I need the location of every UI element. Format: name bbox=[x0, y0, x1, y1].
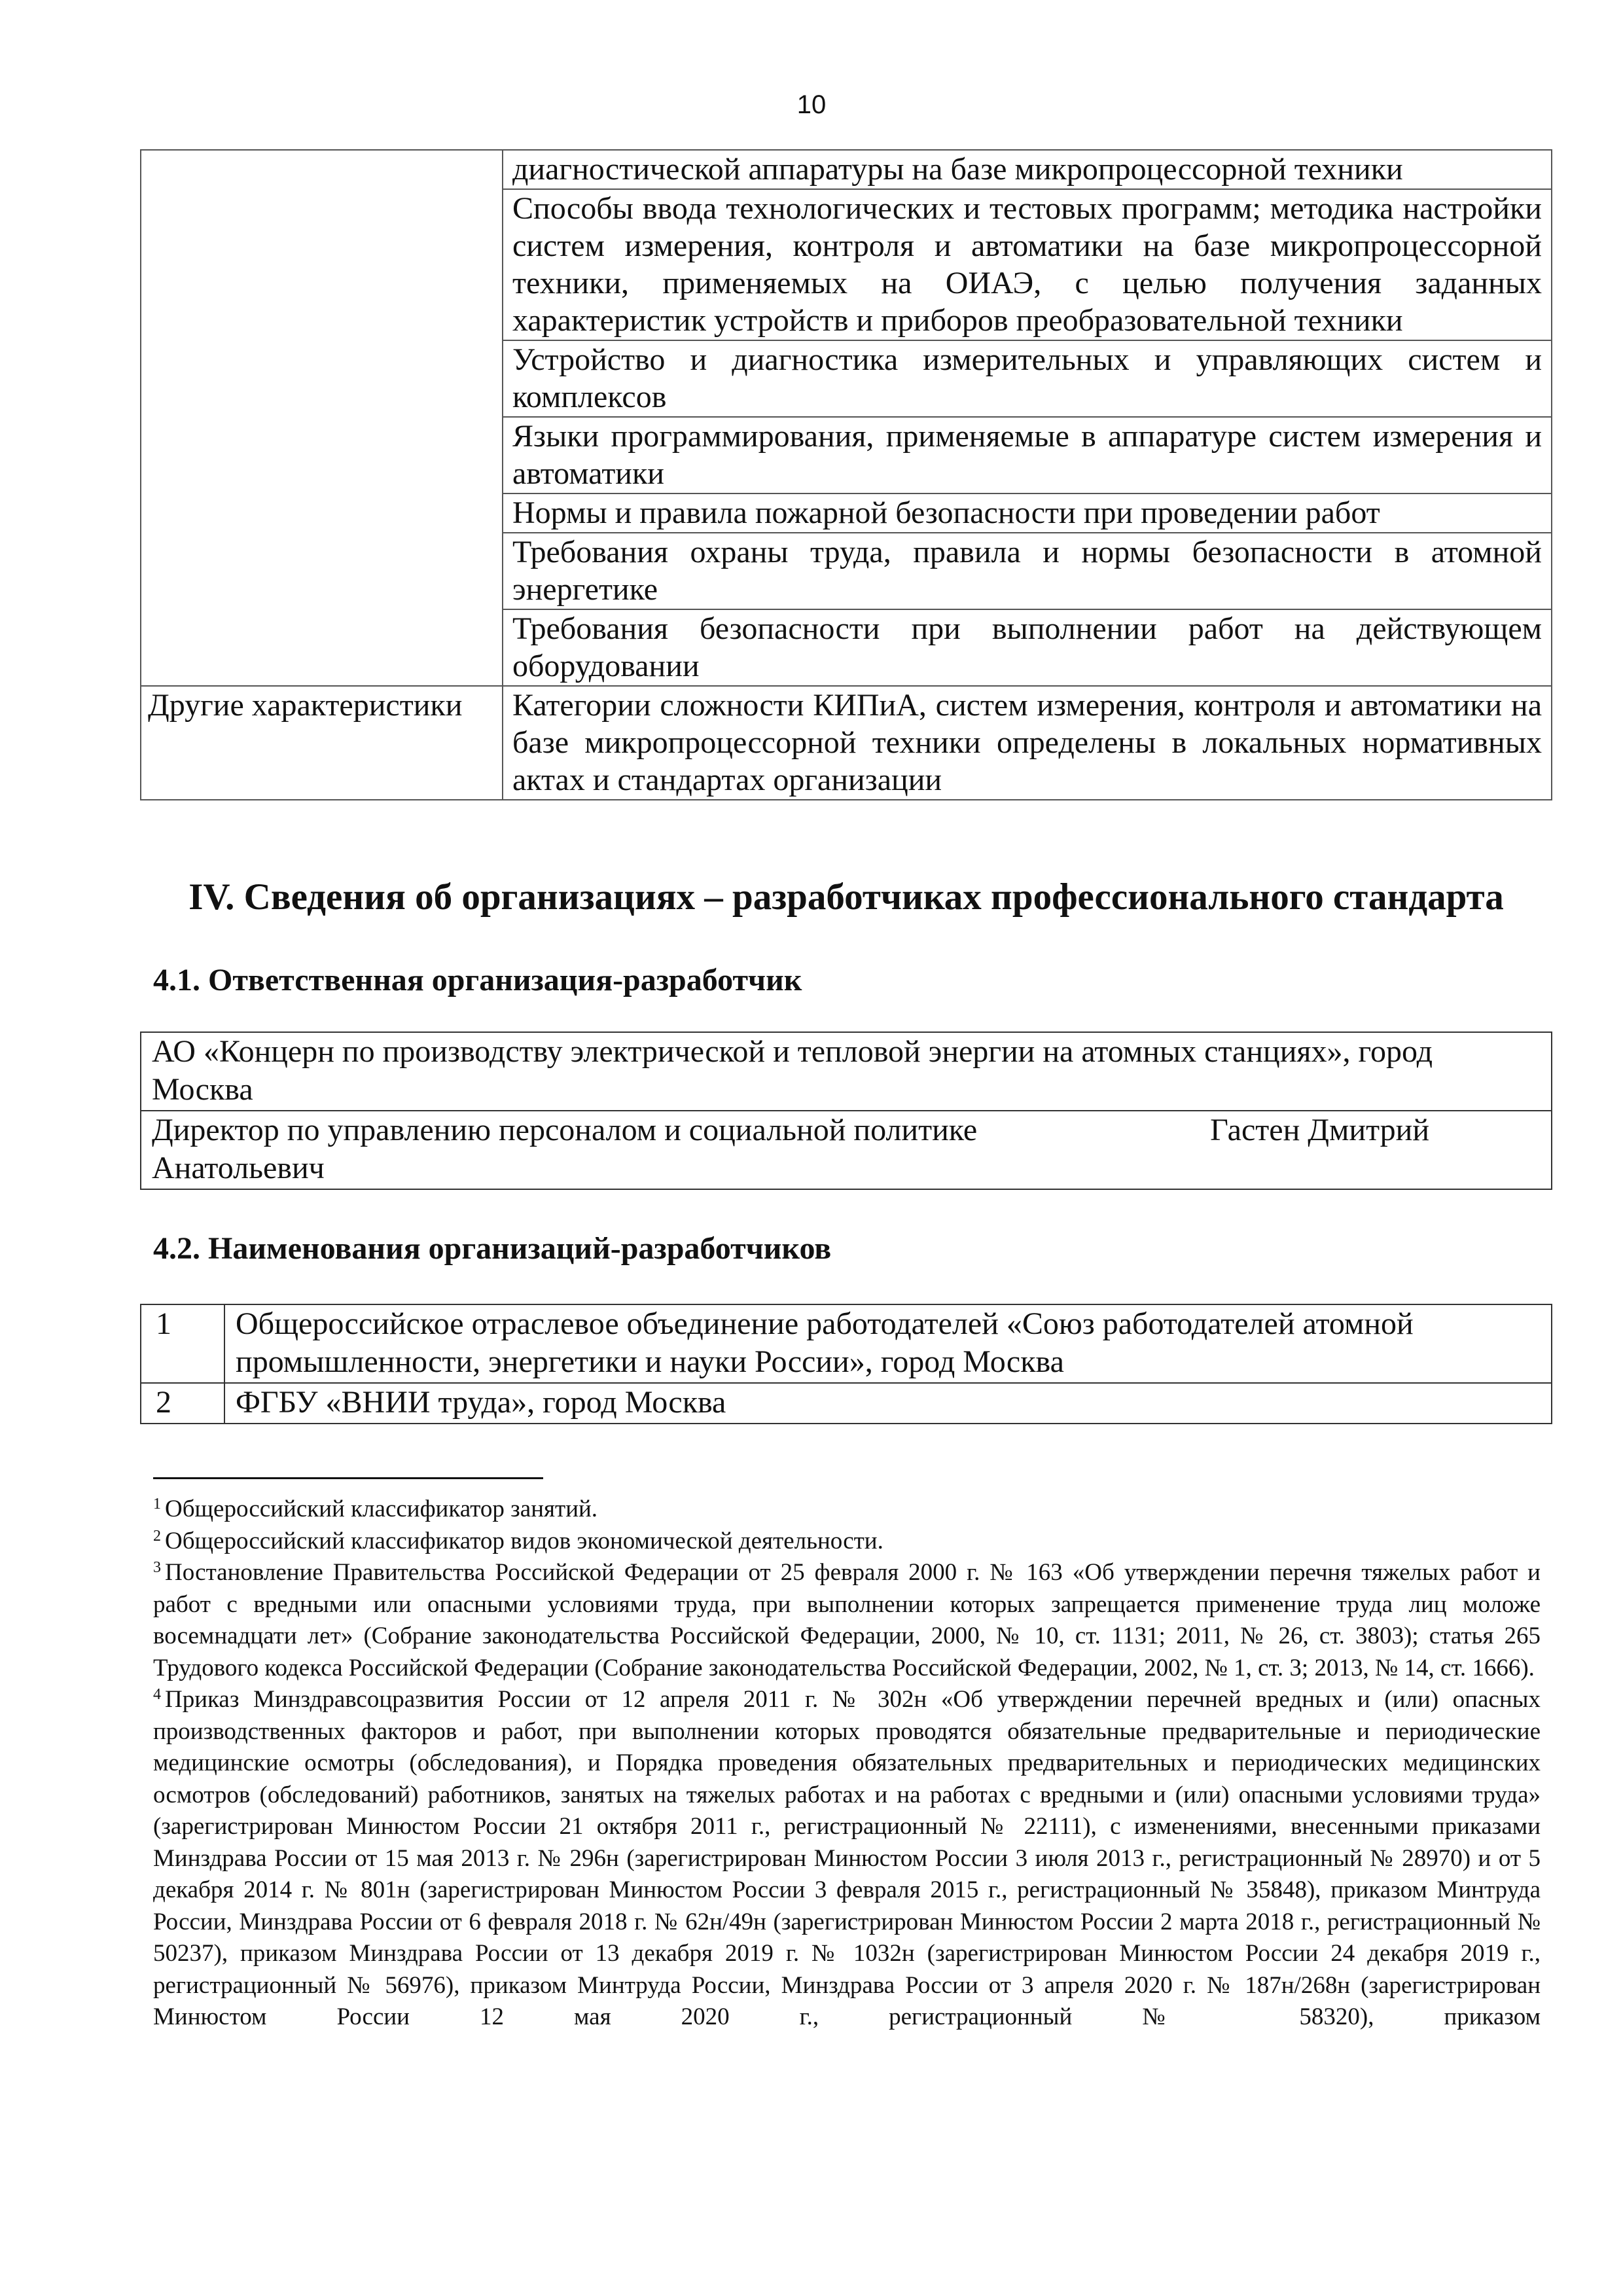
footnote bbox=[153, 1494, 1541, 1526]
developer-orgs-heading: 4.2. Наименования организаций-разработчиков bbox=[153, 1231, 832, 1266]
table-cell-empty bbox=[141, 150, 503, 686]
footnote-mark: 3 bbox=[153, 1559, 161, 1576]
director-name-first: Гастен Дмитрий bbox=[1210, 1113, 1429, 1147]
page-number: 10 bbox=[796, 90, 827, 119]
footnote-mark: 1 bbox=[153, 1496, 161, 1513]
table-row bbox=[141, 1032, 1552, 1111]
footnote-separator bbox=[153, 1477, 543, 1479]
footnote-mark: 4 bbox=[153, 1686, 161, 1703]
table-row bbox=[141, 1304, 1552, 1383]
director-position: Директор по управлению персоналом и социальной политике bbox=[152, 1113, 978, 1147]
table-cell: Устройство и диагностика измерительных и управляющих систем и комплексов bbox=[503, 340, 1552, 417]
footnotes bbox=[153, 1494, 1541, 2034]
footnote bbox=[153, 1526, 1541, 1558]
section-iv-heading: IV. Сведения об организациях – разработчиках профессионального стандарта bbox=[188, 876, 1504, 918]
table-cell: Языки программирования, применяемые в аппаратуре систем измерения и автоматики bbox=[503, 417, 1552, 493]
footnote-text: Общероссийский классификатор видов экономической деятельности. bbox=[165, 1527, 883, 1554]
footnote-text: Общероссийский классификатор занятий. bbox=[165, 1496, 598, 1522]
table-row-other bbox=[141, 686, 1552, 800]
footnote bbox=[153, 1557, 1541, 1684]
table-row bbox=[141, 150, 1552, 189]
director-name-rest: Анатольевич bbox=[152, 1151, 325, 1185]
footnote-text: Приказ Минздравсоцразвития России от 12 апреля 2011 г. № 302н «Об утверждении перечней вредных и (или) опасных производственных факторов и работ, при выполнении которых проводятся обязательные предварительные и периодические медицинские осмотры (обследования), и Порядка проведения обязательных предварительных и периодических медицинских осмотров (обследований) работников, занятых на тяжелых работах и на работах с вредными и (или) опасными условиями труда» (зарегистрирован Минюстом России 21 октября 2011 г., регистрационный № 22111), с изменениями, внесенными приказами Минздрава России от 15 мая 2013 г. № 296н (зарегистрирован Минюстом России 3 июля 2013 г., регистрационный № 28970) и от 5 декабря 2014 г. № 801н (зарегистрирован Минюстом России 3 февраля 2015 г., регистрационный № 35848), приказом Минтруда России, Минздрава России от 6 февраля 2018 г. № 62н/49н (зарегистрирован Минюстом России 2 марта 2018 г., регистрационный № 50237), приказом Минздрава России от 13 декабря 2019 г. № 1032н (зарегистрирован Минюстом России 24 декабря 2019 г., регистрационный № 56976), приказом Минтруда России, Минздрава России от 3 апреля 2020 г. № 187н/268н (зарегистрирован Минюстом России 12 мая 2020 г., регистрационный № 58320), приказом bbox=[153, 1686, 1541, 2030]
table-cell: Требования безопасности при выполнении работ на действующем оборудовании bbox=[503, 609, 1552, 686]
responsible-org-table bbox=[140, 1031, 1552, 1190]
table-row bbox=[141, 1383, 1552, 1424]
row-number: 2 bbox=[141, 1383, 224, 1424]
director-line bbox=[152, 1111, 1541, 1149]
table-row bbox=[141, 1111, 1552, 1189]
other-characteristics-text: Категории сложности КИПиА, систем измерения, контроля и автоматики на базе микропроцессорной техники определены в локальных нормативных актах и стандартах организации bbox=[503, 686, 1552, 800]
footnote-text: Постановление Правительства Российской Федерации от 25 февраля 2000 г. № 163 «Об утверждении перечня тяжелых работ и работ с вредными или опасными условиями труда, при выполнении которых запрещается применение труда лиц моложе восемнадцати лет» (Собрание законодательства Российской Федерации, 2000, № 10, ст. 1131; 2011, № 26, ст. 3803); статья 265 Трудового кодекса Российской Федерации (Собрание законодательства Российской Федерации, 2002, № 1, ст. 3; 2013, № 14, ст. 1666). bbox=[153, 1559, 1541, 1681]
other-characteristics-label: Другие характеристики bbox=[141, 686, 503, 800]
developer-orgs-table bbox=[140, 1304, 1552, 1424]
footnote-mark: 2 bbox=[153, 1527, 161, 1545]
footnote bbox=[153, 1684, 1541, 2034]
responsible-org-heading: 4.1. Ответственная организация-разработчик bbox=[153, 963, 802, 997]
table-cell: Способы ввода технологических и тестовых программ; методика настройки систем измерения, контроля и автоматики на базе микропроцессорной техники, применяемых на ОИАЭ, с целью получения заданных характеристик устройств и приборов преобразовательной техники bbox=[503, 189, 1552, 340]
table-cell: диагностической аппаратуры на базе микропроцессорной техники bbox=[503, 150, 1552, 189]
row-number: 1 bbox=[141, 1304, 224, 1383]
org-name-cell: АО «Концерн по производству электрической и тепловой энергии на атомных станциях», город Москва bbox=[141, 1032, 1552, 1111]
developer-org-name: ФГБУ «ВНИИ труда», город Москва bbox=[224, 1383, 1552, 1424]
table-cell: Нормы и правила пожарной безопасности при проведении работ bbox=[503, 493, 1552, 533]
knowledge-table bbox=[140, 149, 1552, 800]
developer-org-name: Общероссийское отраслевое объединение работодателей «Союз работодателей атомной промышленности, энергетики и науки России», город Москва bbox=[224, 1304, 1552, 1383]
table-cell: Требования охраны труда, правила и нормы безопасности в атомной энергетике bbox=[503, 533, 1552, 609]
director-cell bbox=[141, 1111, 1552, 1189]
